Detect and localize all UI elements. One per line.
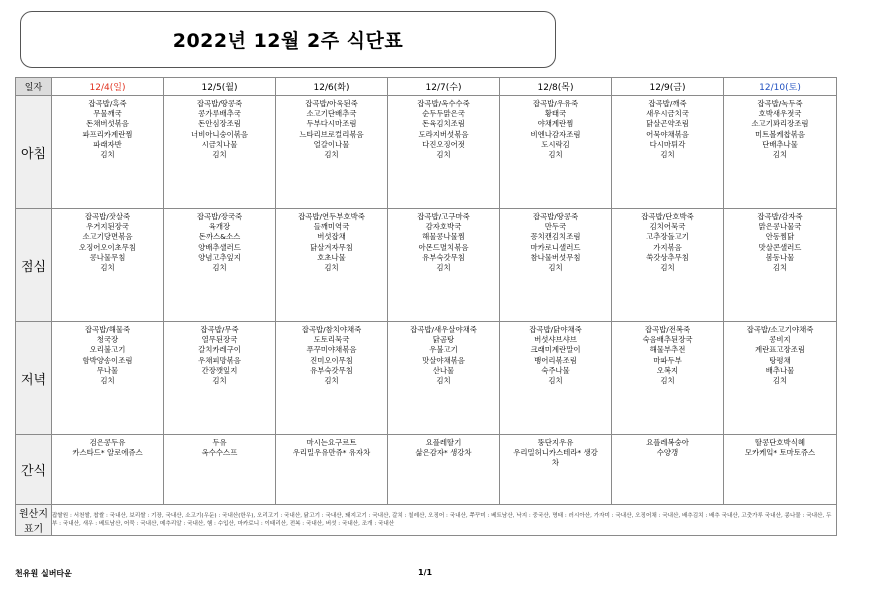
menu-item: 김치	[436, 376, 451, 386]
menu-cell	[724, 435, 837, 505]
menu-cell	[724, 322, 837, 435]
menu-item: 김치	[324, 376, 339, 386]
menu-cell	[52, 96, 164, 209]
menu-item: 잡곡밥/소고기야채죽	[746, 325, 814, 334]
menu-item: 닭곰탕	[432, 335, 455, 345]
menu-item: 도토리묵국	[313, 335, 350, 345]
menu-item: 느타리브로컬리볶음	[299, 129, 364, 139]
menu-items	[164, 96, 275, 160]
menu-item: 버섯샤브샤브	[534, 335, 577, 345]
menu-item: 파래자반	[93, 139, 122, 149]
menu-item: 순두두맑은국	[422, 109, 465, 119]
menu-item: 잡곡밥/땅콩죽	[196, 99, 243, 108]
menu-cell	[612, 322, 724, 435]
menu-item: 돈채버섯볶음	[86, 119, 129, 129]
menu-items	[52, 435, 163, 458]
menu-item: 삶은감자* 생강차	[415, 448, 472, 458]
menu-item: 호초나물	[317, 252, 346, 262]
menu-cell	[724, 96, 837, 209]
menu-item: 맛살야채볶음	[422, 355, 465, 365]
menu-item: 잡곡밥/녹두죽	[757, 99, 803, 108]
menu-item: 김치	[324, 150, 339, 160]
menu-items	[388, 435, 499, 458]
menu-item: 양배추샐러드	[198, 242, 241, 252]
menu-item: 검은콩두유	[89, 438, 126, 447]
menu-item: 김치	[100, 150, 115, 160]
menu-item: 딸콩단호박식혜	[755, 438, 805, 447]
menu-item: 잡곡밥/땅콩죽	[532, 212, 579, 221]
menu-item: 잡곡밥/무죽	[200, 325, 239, 334]
menu-item: 우불고기	[429, 345, 458, 355]
menu-item: 김치	[212, 263, 227, 273]
menu-item: 푸꾸미야채볶음	[306, 345, 357, 355]
menu-item: 야채계란찜	[537, 119, 574, 129]
menu-item: 잡곡밥/전복죽	[644, 325, 691, 334]
menu-item: 꽁치캔김치조림	[530, 232, 581, 242]
menu-item: 콩비지	[769, 335, 791, 345]
menu-items	[500, 96, 611, 160]
menu-items	[724, 435, 836, 458]
menu-item: 간장깻잎지	[201, 365, 238, 375]
menu-item: 잡곡밥/흑죽	[88, 99, 127, 108]
menu-cell	[612, 435, 724, 505]
menu-cell	[724, 209, 837, 322]
menu-item: 잡곡밥/옥수수죽	[417, 99, 470, 108]
menu-cell	[388, 322, 500, 435]
menu-item: 숙주나물	[541, 365, 570, 375]
menu-item: 마시는요구르트	[306, 438, 357, 447]
menu-item: 단배추나물	[762, 139, 798, 149]
menu-item: 무나물	[96, 365, 119, 375]
menu-item: 김치어묵국	[649, 222, 686, 232]
menu-items	[612, 435, 723, 458]
menu-item: 김치	[772, 150, 788, 160]
menu-item: 맛살콘샐러드	[758, 242, 802, 252]
menu-item: 오리불고기	[89, 345, 126, 355]
menu-cell	[388, 209, 500, 322]
menu-cell	[164, 435, 276, 505]
menu-item: 김치	[436, 150, 451, 160]
menu-items	[500, 209, 611, 273]
menu-item: 봄동나물	[765, 252, 795, 262]
menu-item: 잡곡밥/고구마죽	[417, 212, 470, 221]
menu-items	[52, 209, 163, 273]
menu-item: 갈치카레구이	[198, 345, 241, 355]
meal-row-lunch	[16, 209, 837, 322]
menu-item: 맑은콩나물국	[758, 222, 802, 232]
menu-item: 아몬드멸치볶음	[418, 242, 469, 252]
menu-item: 마파두부	[653, 355, 682, 365]
menu-item: 돈육김치조림	[422, 119, 465, 129]
menu-item: 카스타드* 알로에쥬스	[72, 448, 143, 458]
organization-name: 천유원 실버타운	[15, 569, 72, 578]
date-header-label: 일자	[16, 78, 52, 96]
menu-cell	[164, 322, 276, 435]
menu-item: 새우시금치국	[646, 109, 689, 119]
menu-item: 수양갱	[656, 448, 679, 458]
menu-item: 크래미계란말이	[530, 345, 581, 355]
menu-items	[724, 96, 836, 160]
menu-cell	[388, 96, 500, 209]
menu-item: 버섯잡채	[317, 232, 346, 242]
menu-item: 잡곡밥/잣살죽	[84, 212, 131, 221]
menu-item: 감자호박국	[425, 222, 462, 232]
menu-item: 탕평채	[769, 355, 791, 365]
menu-item: 다진오징어젓	[422, 139, 465, 149]
menu-item: 참나물버섯무침	[530, 252, 581, 262]
menu-items	[52, 96, 163, 160]
menu-item: 배추나물	[765, 365, 795, 375]
menu-items	[500, 435, 611, 469]
menu-item: 소고기단배추국	[306, 109, 357, 119]
menu-item: 우리밀허니카스테라* 생강	[513, 448, 598, 458]
title-box	[20, 11, 556, 68]
menu-item: 청국장	[96, 335, 119, 345]
menu-item: 유부숙갓무침	[422, 252, 465, 262]
menu-item: 김치	[436, 263, 451, 273]
menu-item: 계란표고장조림	[755, 345, 805, 355]
menu-items	[388, 322, 499, 386]
meal-row-snack	[16, 435, 837, 505]
menu-cell	[500, 322, 612, 435]
menu-item: 잡곡밥/연두부호박죽	[298, 212, 365, 221]
menu-items	[500, 322, 611, 386]
menu-item: 우거지된장국	[86, 222, 129, 232]
menu-items	[52, 322, 163, 386]
menu-item: 김치	[548, 150, 563, 160]
menu-item: 잡곡밥/장국죽	[196, 212, 243, 221]
menu-item: 콩나물무침	[89, 252, 126, 262]
menu-item: 닭살겨자무침	[310, 242, 353, 252]
menu-item: 김치	[548, 376, 563, 386]
menu-item: 잡곡밥/깨죽	[648, 99, 687, 108]
menu-item: 어묵야채볶음	[646, 129, 689, 139]
menu-item: 소고기당면볶음	[82, 232, 133, 242]
menu-cell	[500, 209, 612, 322]
menu-item: 김치	[772, 263, 788, 273]
menu-item: 잡곡밥/아욱된죽	[305, 99, 358, 108]
menu-item: 잡곡밥/감자죽	[757, 212, 803, 221]
menu-item: 고추장돌고기	[646, 232, 689, 242]
menu-cell	[52, 435, 164, 505]
menu-item: 다시마튀각	[649, 139, 686, 149]
meal-label: 간식	[16, 435, 52, 505]
menu-item: 잡곡밥/해물죽	[84, 325, 131, 334]
menu-item: 콩가루배추국	[198, 109, 241, 119]
menu-cell	[500, 435, 612, 505]
menu-item: 쑥갓상추무침	[646, 252, 689, 262]
menu-item: 육개장	[208, 222, 231, 232]
menu-item: 두유	[212, 438, 227, 447]
menu-item: 닭살곤약조림	[646, 119, 689, 129]
menu-item: 얼갈이나물	[313, 139, 350, 149]
menu-item: 김치	[660, 376, 675, 386]
menu-item: 잡곡밥/우유죽	[532, 99, 579, 108]
menu-cell	[164, 209, 276, 322]
menu-cell	[276, 96, 388, 209]
menu-item: 우채피망볶음	[198, 355, 241, 365]
menu-cell	[164, 96, 276, 209]
menu-item: 유부숙갓무침	[310, 365, 353, 375]
menu-item: 돈안심장조림	[198, 119, 241, 129]
menu-item: 김치	[548, 263, 563, 273]
day-header: 12/10(토)	[724, 78, 837, 96]
meal-label: 저녁	[16, 322, 52, 435]
menu-items	[612, 322, 723, 386]
menu-items	[164, 322, 275, 386]
menu-item: 김치	[212, 150, 227, 160]
menu-item: 황태국	[544, 109, 567, 119]
menu-cell	[612, 209, 724, 322]
menu-item: 오복지	[656, 365, 679, 375]
menu-item: 잡곡밥/참치야채죽	[301, 325, 362, 334]
menu-item: 열무된장국	[201, 335, 238, 345]
day-header: 12/6(화)	[276, 78, 388, 96]
menu-item: 호박새우젓국	[758, 109, 802, 119]
meal-label: 아침	[16, 96, 52, 209]
menu-item: 오징어오이초무침	[78, 242, 137, 252]
menu-item: 만두국	[544, 222, 567, 232]
menu-item: 김치	[100, 263, 115, 273]
menu-item: 파프리카계란찜	[82, 129, 133, 139]
day-header: 12/7(수)	[388, 78, 500, 96]
menu-table	[15, 77, 837, 536]
menu-cell	[276, 209, 388, 322]
menu-item: 도라지버섯볶음	[418, 129, 469, 139]
menu-items	[724, 322, 836, 386]
menu-item: 요플레딸기	[425, 438, 462, 447]
menu-item: 너비아니숭이볶음	[190, 129, 249, 139]
menu-items	[276, 209, 387, 273]
menu-item: 옥수수스프	[201, 448, 238, 458]
origin-label: 원산지 표기	[16, 505, 52, 536]
menu-item: 우리밀우유만쥬* 유자차	[292, 448, 371, 458]
menu-item: 양념고추잎지	[198, 252, 241, 262]
menu-item: 김치	[772, 376, 788, 386]
menu-item: 요플레복숭아	[646, 438, 689, 447]
meal-row-breakfast	[16, 96, 837, 209]
menu-cell	[500, 96, 612, 209]
menu-item: 숙음배추된장국	[642, 335, 693, 345]
menu-item: 안동찜닭	[765, 232, 795, 242]
origin-row	[16, 505, 837, 536]
menu-item: 뱅어리볶조림	[534, 355, 577, 365]
menu-item: 비엔나감자조림	[530, 129, 581, 139]
menu-item: 김치	[324, 263, 339, 273]
menu-item: 김치	[212, 376, 227, 386]
menu-item: 모카케잌* 토마토쥬스	[744, 448, 816, 458]
menu-item: 산나물	[432, 365, 455, 375]
menu-item: 뚱단지우유	[537, 438, 574, 447]
page-title: 2022년 12월 2주 식단표	[172, 30, 404, 52]
menu-cell	[52, 322, 164, 435]
origin-text: 잡쌀원 : 서천쌀, 찹쌀 : 국내산, 보리쌀 : 기장, 국내산, 소고기(우둔) : 국내산(한우), 오리고기 : 국내산, 닭고기 : 국내산, 돼지고기 : 국내산, 갈치 : 칠레산, 오징어 : 국내산, 쭈꾸미 : 베트남산, 낙지 : 중국산, 명태 : 러시아산, 가자미 : 국내산, 오징어채 : 국내산, 배추김치 : 배추 국내산, 고춧가루 국내산, 콩나물 : 국내산, 두부 : 국내산, 새우 : 베트남산, 어묵 : 국내산, 메추리알 : 국내산, 햄 : 수입산, 마카로니 : 이태리산, 전복 : 국내산, 버섯 : 국내산, 조개 : 국내산	[52, 505, 837, 536]
page-number: 1/1	[418, 568, 433, 577]
menu-item: 미트볼케찹볶음	[755, 129, 805, 139]
menu-items	[612, 209, 723, 273]
menu-item: 소고기꽈리장조림	[751, 119, 809, 129]
menu-cell	[276, 322, 388, 435]
menu-cell	[612, 96, 724, 209]
menu-item: 김치	[660, 150, 675, 160]
menu-items	[612, 96, 723, 160]
menu-item: 진미오이무침	[310, 355, 353, 365]
menu-items	[164, 209, 275, 273]
menu-item: 시금치나물	[201, 139, 238, 149]
menu-item: 마카로니샐러드	[530, 242, 581, 252]
menu-item: 돈까스&소스	[198, 232, 241, 242]
day-header: 12/5(월)	[164, 78, 276, 96]
menu-items	[388, 96, 499, 160]
menu-cell	[276, 435, 388, 505]
menu-item: 들깨미역국	[313, 222, 350, 232]
meal-label: 점심	[16, 209, 52, 322]
menu-item: 김치	[660, 263, 675, 273]
menu-item: 잡곡밥/닭야채죽	[529, 325, 582, 334]
menu-items	[276, 322, 387, 386]
menu-items	[388, 209, 499, 273]
day-header: 12/8(목)	[500, 78, 612, 96]
menu-item: 무물깨국	[93, 109, 122, 119]
menu-items	[164, 435, 275, 458]
menu-item: 잡곡밥/단호박죽	[641, 212, 694, 221]
menu-item: 함박양송이조림	[82, 355, 133, 365]
menu-item: 두부다시마조림	[306, 119, 357, 129]
menu-item: 도시락김	[541, 139, 570, 149]
menu-items	[724, 209, 836, 273]
day-header: 12/9(금)	[612, 78, 724, 96]
menu-cell	[388, 435, 500, 505]
meal-row-dinner	[16, 322, 837, 435]
menu-items	[276, 435, 387, 458]
menu-item: 가지볶음	[653, 242, 682, 252]
day-header: 12/4(일)	[52, 78, 164, 96]
menu-items	[276, 96, 387, 160]
header-row	[16, 78, 837, 96]
menu-item: 차	[551, 458, 560, 468]
menu-cell	[52, 209, 164, 322]
menu-item: 해물부추전	[649, 345, 686, 355]
menu-item: 해물콩나물찜	[422, 232, 465, 242]
menu-item: 김치	[100, 376, 115, 386]
menu-item: 잡곡밥/새우살야채죽	[410, 325, 477, 334]
